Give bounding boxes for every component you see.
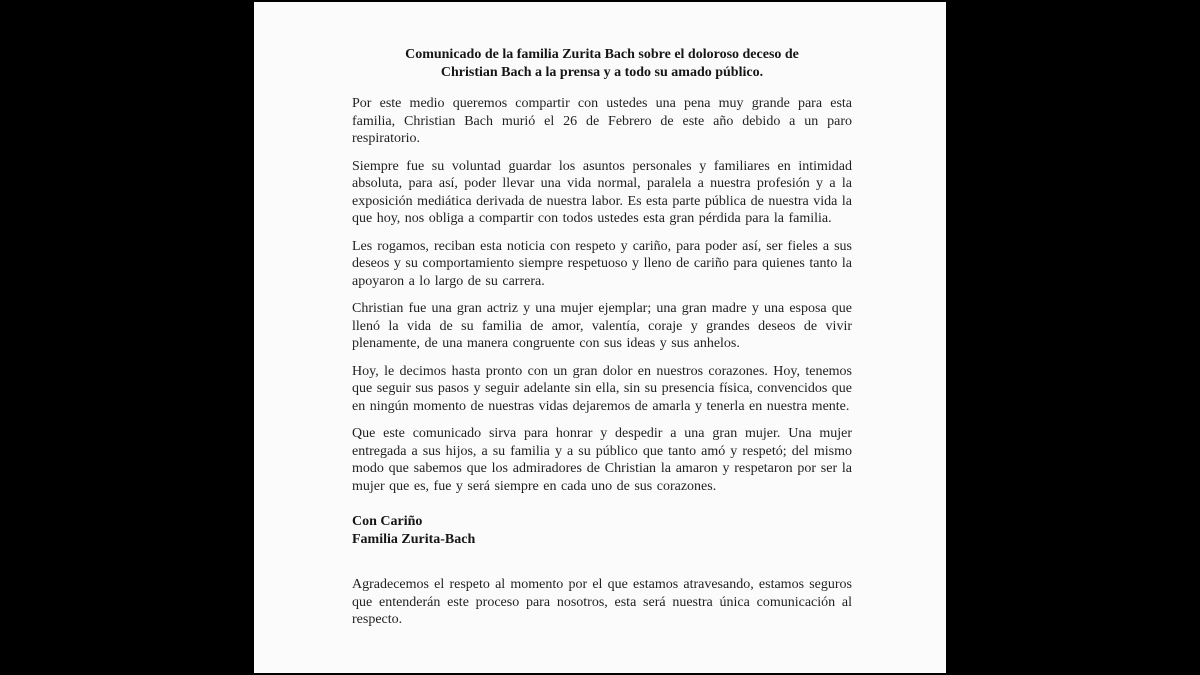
document-page (254, 2, 946, 673)
paragraph-6: Que este comunicado sirva para honrar y despedir a una gran mujer. Una mujer entregada a sus hijos, a su familia y a su público que tanto amó y respetó; del mismo modo que sabemos que los admiradores de Christian la amaron y respetaron por ser la mujer que es, fue y será siempre en cada uno de sus corazones. (352, 426, 852, 494)
signature-salutation: Con Cariño (352, 514, 423, 529)
document-title-line-1: Comunicado de la familia Zurita Bach sobre el doloroso deceso de (405, 47, 799, 62)
closing-paragraph: Agradecemos el respeto al momento por el que estamos atravesando, estamos seguros que entenderán este proceso para nosotros, esta será nuestra única comunicación al respecto. (352, 577, 852, 627)
document-title-line-2: Christian Bach a la prensa y a todo su amado público. (440, 64, 764, 80)
paragraph-4: Christian fue una gran actriz y una mujer ejemplar; una gran madre y una esposa que llenó la vida de su familia de amor, valentía, coraje y grandes deseos de vivir plenamente, de una manera congruente con sus ideas y sus anhelos. (352, 301, 852, 351)
paragraph-3: Les rogamos, reciban esta noticia con respeto y cariño, para poder así, ser fieles a sus deseos y su comportamiento siempre respetuoso y lleno de cariño para quienes tanto la apoyaron a lo largo de su carrera. (352, 238, 852, 289)
paragraph-5: Hoy, le decimos hasta pronto con un gran dolor en nuestros corazones. Hoy, tenemos que seguir sus pasos y seguir adelante sin ella, sin su presencia física, convencidos que en ningún momento de nuestras vidas dejaremos de amarla y tenerla en nuestra mente. (352, 363, 852, 414)
paragraph-2: Siempre fue su voluntad guardar los asuntos personales y familiares en intimidad absoluta, para así, poder llevar una vida normal, paralela a nuestra profesión y a la exposición mediática derivada de nuestra labor. Es esta parte pública de nuestra vida la que hoy, nos obliga a compartir con todos ustedes esta gran pérdida para la familia. (352, 158, 852, 226)
document-title (352, 46, 852, 81)
signature-block (352, 513, 852, 548)
signature-name: Familia Zurita-Bach (352, 531, 476, 547)
paragraph-1: Por este medio queremos compartir con ustedes una pena muy grande para esta familia, Christian Bach murió el 26 de Febrero de este año debido a un paro respiratorio. (352, 96, 852, 146)
